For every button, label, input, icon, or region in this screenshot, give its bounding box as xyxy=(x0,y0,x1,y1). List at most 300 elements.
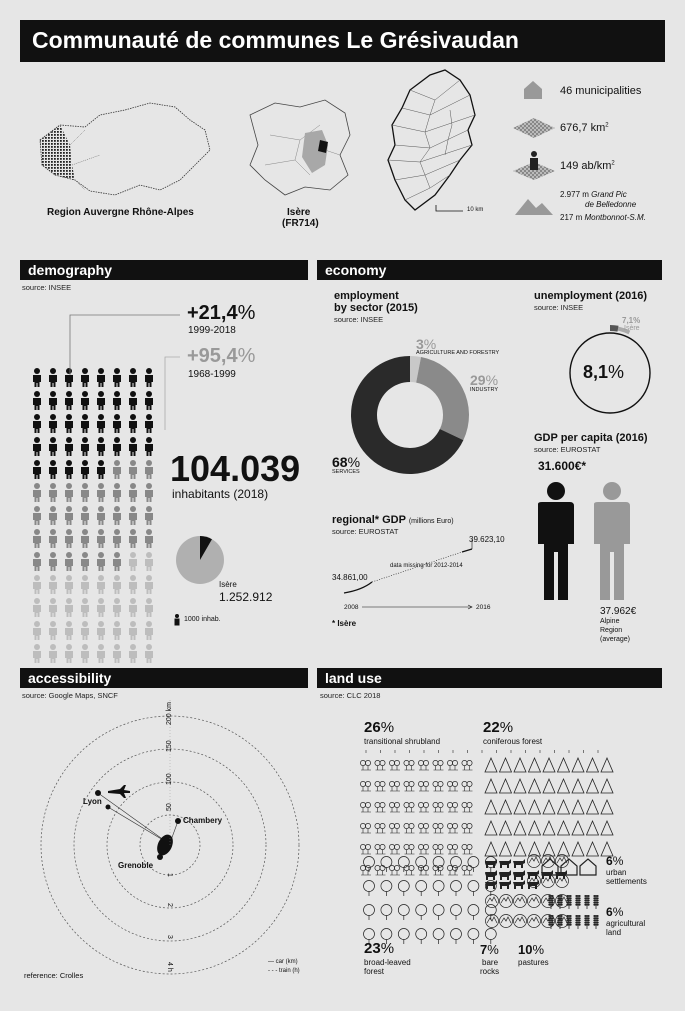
person-icon xyxy=(145,621,153,640)
conifer-icon xyxy=(601,821,613,835)
agricultural-label-2: land xyxy=(606,928,622,937)
employment-title-2: by sector (2015) xyxy=(334,302,418,314)
conifer-icon xyxy=(601,800,613,814)
demography-header xyxy=(20,260,308,280)
coniferous-value: 22% xyxy=(483,719,514,736)
shrub-icon xyxy=(433,781,444,791)
rock-icon xyxy=(486,895,499,908)
person-icon xyxy=(81,506,89,525)
accessibility-header xyxy=(20,668,308,688)
person-icon xyxy=(145,483,153,502)
person-icon xyxy=(49,437,57,456)
person-icon xyxy=(65,552,73,571)
gdppc-title: GDP per capita (2016) xyxy=(534,432,648,444)
conifer-icon xyxy=(529,800,541,814)
shrub-icon xyxy=(389,844,400,854)
person-icon xyxy=(49,368,57,387)
gdppc-value: 31.600€* xyxy=(538,459,587,473)
person-icon xyxy=(33,529,41,548)
person-icon xyxy=(49,552,57,571)
person-icon xyxy=(49,621,57,640)
wheat-icon xyxy=(584,915,589,929)
rocks-label-2: rocks xyxy=(480,967,500,976)
page-title: Communauté de communes Le Grésivaudan xyxy=(32,27,519,53)
conifer-icon xyxy=(543,842,555,856)
conifer-icon xyxy=(500,779,512,793)
person-icon xyxy=(33,483,41,502)
cow-icon xyxy=(485,859,497,868)
isere-pie-label: Isère xyxy=(219,580,237,589)
coniferous-label: coniferous forest xyxy=(483,737,543,746)
gdp-start-value: 34.861,00 xyxy=(332,573,368,582)
person-icon xyxy=(33,460,41,479)
conifer-icon xyxy=(500,800,512,814)
isere-population-pie xyxy=(175,535,225,585)
conifer-icon xyxy=(587,779,599,793)
rock-icon xyxy=(528,895,541,908)
person-icon xyxy=(49,598,57,617)
person-icon xyxy=(97,437,105,456)
city-lyon: Lyon xyxy=(83,797,102,806)
person-icon xyxy=(97,598,105,617)
person-icon xyxy=(81,460,89,479)
person-icon xyxy=(33,552,41,571)
person-icon xyxy=(49,460,57,479)
person-icon xyxy=(49,644,57,663)
house-settlement-icon xyxy=(580,859,596,875)
rock-icon xyxy=(500,915,513,928)
population-label: inhabitants (2018) xyxy=(172,487,269,501)
urban-value: 6% xyxy=(606,854,624,868)
broadleaf-tree-icon xyxy=(398,857,409,873)
person-icon xyxy=(33,621,41,640)
person-icon xyxy=(65,644,73,663)
person-icon xyxy=(113,621,121,640)
person-icon xyxy=(145,529,153,548)
person-icon xyxy=(65,621,73,640)
shrub-icon xyxy=(375,844,386,854)
gdppc-alpine-value: 37.962€ xyxy=(600,606,637,617)
rock-icon xyxy=(556,875,569,888)
conifer-icon xyxy=(558,758,570,772)
gdppc-alpine-label-1: Alpine xyxy=(600,618,620,625)
shrub-icon xyxy=(433,802,444,812)
gdp-year-end: 2016 xyxy=(476,604,491,611)
unemployment-title: unemployment (2016) xyxy=(534,290,648,302)
shrub-icon xyxy=(447,760,458,770)
gdp-source: source: EUROSTAT xyxy=(332,527,399,536)
person-icon xyxy=(49,575,57,594)
rocks-value: 7% xyxy=(480,942,499,957)
conifer-icon xyxy=(500,842,512,856)
conifer-icon xyxy=(514,842,526,856)
shrub-icon xyxy=(404,760,415,770)
conifer-icon xyxy=(529,821,541,835)
broadleaf-tree-icon xyxy=(433,905,444,921)
shrub-icon xyxy=(418,844,429,854)
person-icon xyxy=(113,644,121,663)
conifer-icon xyxy=(587,800,599,814)
shrub-icon xyxy=(389,823,400,833)
scale-label: 10 km xyxy=(467,207,484,213)
shrubland-label: transitional shrubland xyxy=(364,737,441,746)
person-icon xyxy=(33,414,41,433)
broadleaf-tree-icon xyxy=(416,929,427,945)
person-icon xyxy=(145,460,153,479)
conifer-icon xyxy=(543,779,555,793)
accessibility-reference: reference: Crolles xyxy=(24,971,84,980)
person-icon xyxy=(97,483,105,502)
gauge-value-arc xyxy=(610,325,619,332)
person-legend-icon xyxy=(174,614,180,626)
broadleaf-tree-icon xyxy=(468,929,479,945)
services-value: 68% xyxy=(332,454,361,470)
gdp-end-value: 39.623,10 xyxy=(469,535,505,544)
shrub-icon xyxy=(447,802,458,812)
legend-train: - - - train (h) xyxy=(268,968,300,974)
rock-icon xyxy=(514,915,527,928)
person-icon xyxy=(33,644,41,663)
conifer-icon xyxy=(572,800,584,814)
gdppc-grresivaudan-person-icon xyxy=(534,482,578,602)
person-icon xyxy=(33,368,41,387)
shrub-icon xyxy=(360,865,371,875)
person-icon xyxy=(129,437,137,456)
shrub-icon xyxy=(404,844,415,854)
conifer-icon xyxy=(500,821,512,835)
rock-icon xyxy=(542,875,555,888)
growth-1999-2018: +21,4% xyxy=(187,302,256,324)
broadleaf-tree-icon xyxy=(468,857,479,873)
person-icon xyxy=(65,460,73,479)
conifer-icon xyxy=(485,800,497,814)
person-icon xyxy=(129,644,137,663)
person-icon xyxy=(81,529,89,548)
landuse-header xyxy=(317,668,662,688)
shrub-icon xyxy=(389,760,400,770)
density-value: 149 $ab/km^2$ xyxy=(560,160,615,172)
services-label: SERVICES xyxy=(332,469,360,475)
person-icon xyxy=(81,621,89,640)
broadleaved-label-2: forest xyxy=(364,967,385,976)
conifer-icon xyxy=(514,800,526,814)
shrub-icon xyxy=(462,802,473,812)
person-icon xyxy=(33,575,41,594)
shrub-icon xyxy=(433,760,444,770)
person-icon xyxy=(65,437,73,456)
shrub-icon xyxy=(389,802,400,812)
shrub-icon xyxy=(418,781,429,791)
conifer-icon xyxy=(514,821,526,835)
shrub-icon xyxy=(462,781,473,791)
conifer-icon xyxy=(558,821,570,835)
gdppc-alpine-label-2: Region xyxy=(600,627,623,634)
shrub-icon xyxy=(447,844,458,854)
h-tick-4: 4 h xyxy=(166,962,173,972)
donut-slice-industry xyxy=(416,357,469,440)
wheat-icon xyxy=(557,895,562,909)
conifer-icon xyxy=(601,758,613,772)
shrub-icon xyxy=(418,760,429,770)
person-icon xyxy=(145,644,153,663)
shrub-icon xyxy=(404,865,415,875)
broadleaf-tree-icon xyxy=(451,905,462,921)
house-icon xyxy=(522,80,544,100)
broadleaf-tree-icon xyxy=(398,881,409,897)
person-icon xyxy=(129,598,137,617)
shrub-icon xyxy=(375,823,386,833)
isere-map xyxy=(240,95,360,205)
conifer-icon xyxy=(601,779,613,793)
km-tick-150: 150 xyxy=(166,740,173,752)
person-icon xyxy=(49,506,57,525)
person-icon xyxy=(49,483,57,502)
broadleaf-tree-icon xyxy=(381,881,392,897)
industry-value: 29% xyxy=(470,372,499,388)
person-icon xyxy=(113,437,121,456)
broadleaf-tree-icon xyxy=(364,905,375,921)
wheat-icon xyxy=(593,895,598,909)
agricultural-label-1: agricultural xyxy=(606,919,646,928)
person-icon xyxy=(97,644,105,663)
shrub-icon xyxy=(447,781,458,791)
h-tick-2: 2 xyxy=(166,903,173,907)
person-icon xyxy=(113,575,121,594)
conifer-icon xyxy=(529,758,541,772)
shrubland-value: 26% xyxy=(364,719,395,736)
person-icon xyxy=(49,391,57,410)
shrub-icon xyxy=(418,802,429,812)
gdppc-alpine-label-3: (average) xyxy=(600,636,630,643)
broadleaf-tree-icon xyxy=(381,905,392,921)
growth-period-1: 1999-2018 xyxy=(188,325,236,336)
shrub-icon xyxy=(360,844,371,854)
region-map xyxy=(30,95,220,205)
person-icon xyxy=(113,552,121,571)
shrub-icon xyxy=(360,781,371,791)
person-icon xyxy=(65,483,73,502)
conifer-icon xyxy=(500,758,512,772)
person-icon xyxy=(33,437,41,456)
industry-label: INDUSTRY xyxy=(470,387,499,393)
person-icon xyxy=(129,575,137,594)
broadleaf-tree-icon xyxy=(468,905,479,921)
landuse-title: land use xyxy=(325,670,382,686)
person-icon xyxy=(81,437,89,456)
wheat-icon xyxy=(575,915,580,929)
area-icon xyxy=(512,117,556,139)
conifer-icon xyxy=(529,779,541,793)
accessibility-radial-chart xyxy=(20,695,320,985)
isere-population: 1.252.912 xyxy=(219,590,273,604)
shrub-icon xyxy=(433,823,444,833)
km-tick-100: 100 xyxy=(166,773,173,785)
shrub-icon xyxy=(447,823,458,833)
area-value: 676,7 $km^2$ xyxy=(560,122,609,134)
gdp-line-chart xyxy=(332,535,492,615)
shrub-icon xyxy=(360,760,371,770)
unemployment-isere: 7,1% xyxy=(622,316,641,325)
shrub-icon xyxy=(389,781,400,791)
pastures-label: pastures xyxy=(518,958,549,967)
broadleaf-tree-icon xyxy=(451,929,462,945)
broadleaf-tree-icon xyxy=(433,929,444,945)
conifer-icon xyxy=(558,779,570,793)
person-icon xyxy=(113,483,121,502)
person-icon xyxy=(97,621,105,640)
gresivaudan-map xyxy=(380,70,490,220)
conifer-icon xyxy=(572,821,584,835)
person-icon xyxy=(65,575,73,594)
landuse-icon-grid xyxy=(360,748,610,948)
rock-icon xyxy=(500,895,513,908)
km-tick-50: 50 xyxy=(166,803,173,811)
broadleaf-tree-icon xyxy=(398,905,409,921)
region-label: Region Auvergne Rhône-Alpes xyxy=(47,207,194,218)
person-icon xyxy=(129,460,137,479)
altitude-low: 217 m Montbonnot-S.M. xyxy=(560,213,646,222)
broadleaf-tree-icon xyxy=(451,881,462,897)
employment-title-1: employment xyxy=(334,290,399,302)
broadleaved-value: 23% xyxy=(364,940,395,957)
employment-source: source: INSEE xyxy=(334,315,384,324)
shrub-icon xyxy=(375,760,386,770)
person-icon xyxy=(129,506,137,525)
growth-period-2: 1968-1999 xyxy=(188,369,236,380)
agriculture-value: 3% xyxy=(416,336,437,352)
shrub-icon xyxy=(404,802,415,812)
cow-icon xyxy=(499,880,511,889)
urban-label-1: urban xyxy=(606,868,627,877)
shrub-icon xyxy=(462,760,473,770)
wheat-icon xyxy=(584,895,589,909)
shrub-icon xyxy=(375,802,386,812)
broadleaf-tree-icon xyxy=(468,881,479,897)
person-icon xyxy=(129,552,137,571)
person-icon xyxy=(81,598,89,617)
person-icon xyxy=(145,598,153,617)
h-tick-3: 3 xyxy=(166,935,173,939)
shrub-icon xyxy=(462,844,473,854)
conifer-icon xyxy=(485,758,497,772)
shrub-icon xyxy=(462,823,473,833)
wheat-icon xyxy=(575,895,580,909)
shrub-icon xyxy=(404,823,415,833)
accessibility-source: source: Google Maps, SNCF xyxy=(22,691,118,700)
urban-label-2: settlements xyxy=(606,877,647,886)
broadleaved-label-1: broad-leaved xyxy=(364,958,411,967)
demography-source: source: INSEE xyxy=(22,283,72,292)
conifer-icon xyxy=(543,800,555,814)
rock-icon xyxy=(528,855,541,868)
rocks-label-1: bare xyxy=(482,958,499,967)
person-icon xyxy=(145,575,153,594)
conifer-icon xyxy=(572,779,584,793)
person-icon xyxy=(129,529,137,548)
rock-icon xyxy=(514,895,527,908)
gdp-footnote: * Isère xyxy=(332,619,357,628)
person-icon xyxy=(97,460,105,479)
broadleaf-tree-icon xyxy=(398,929,409,945)
rock-icon xyxy=(486,915,499,928)
person-icon xyxy=(81,575,89,594)
landuse-source: source: CLC 2018 xyxy=(320,691,381,700)
broadleaf-tree-icon xyxy=(416,857,427,873)
person-icon xyxy=(33,391,41,410)
shrub-icon xyxy=(447,865,458,875)
shrub-icon xyxy=(433,865,444,875)
conifer-icon xyxy=(543,821,555,835)
density-icon xyxy=(512,150,556,182)
agriculture-label: AGRICULTURE AND FORESTRY xyxy=(416,350,500,356)
person-icon xyxy=(129,483,137,502)
broadleaf-tree-icon xyxy=(433,881,444,897)
altitude-high: 2.977 m Grand Pic xyxy=(560,190,627,199)
wheat-icon xyxy=(593,915,598,929)
conifer-icon xyxy=(587,842,599,856)
municipalities-count: 46 municipalities xyxy=(560,85,642,97)
shrub-icon xyxy=(360,802,371,812)
person-icon xyxy=(113,460,121,479)
person-icon xyxy=(97,575,105,594)
unemployment-value: 8,1% xyxy=(583,362,625,382)
broadleaf-tree-icon xyxy=(364,881,375,897)
shrub-icon xyxy=(418,823,429,833)
unemployment-source: source: INSEE xyxy=(534,303,584,312)
growth-1968-1999: +95,4% xyxy=(187,345,256,367)
gdp-year-start: 2008 xyxy=(344,604,359,611)
accessibility-title: accessibility xyxy=(28,670,112,686)
conifer-icon xyxy=(485,842,497,856)
person-icon xyxy=(113,529,121,548)
scale-bar xyxy=(435,205,465,213)
conifer-icon xyxy=(485,779,497,793)
broadleaf-tree-icon xyxy=(416,881,427,897)
person-icon xyxy=(33,598,41,617)
city-grenoble: Grenoble xyxy=(118,861,154,870)
conifer-icon xyxy=(572,758,584,772)
person-icon xyxy=(65,598,73,617)
shrub-icon xyxy=(360,823,371,833)
mountain-icon xyxy=(514,196,554,216)
person-icon xyxy=(145,437,153,456)
gdp-title: regional* GDP (millions Euro) xyxy=(332,514,454,526)
cow-icon xyxy=(485,880,497,889)
person-icon xyxy=(65,506,73,525)
economy-title: economy xyxy=(325,262,387,278)
conifer-icon xyxy=(587,821,599,835)
conifer-icon xyxy=(529,842,541,856)
legend-car: — car (km) xyxy=(268,959,298,965)
person-icon xyxy=(97,552,105,571)
person-icon xyxy=(49,414,57,433)
conifer-icon xyxy=(485,821,497,835)
person-icon xyxy=(49,529,57,548)
person-icon xyxy=(81,483,89,502)
economy-header xyxy=(317,260,662,280)
isere-code: (FR714) xyxy=(282,218,319,229)
broadleaf-tree-icon xyxy=(416,905,427,921)
conifer-icon xyxy=(514,779,526,793)
cow-icon xyxy=(513,859,525,868)
person-icon xyxy=(145,552,153,571)
isere-label: Isère xyxy=(287,207,311,218)
person-icon xyxy=(81,644,89,663)
conifer-icon xyxy=(543,758,555,772)
cow-icon xyxy=(513,880,525,889)
h-tick-1: 1 xyxy=(166,873,173,877)
person-icon xyxy=(97,529,105,548)
